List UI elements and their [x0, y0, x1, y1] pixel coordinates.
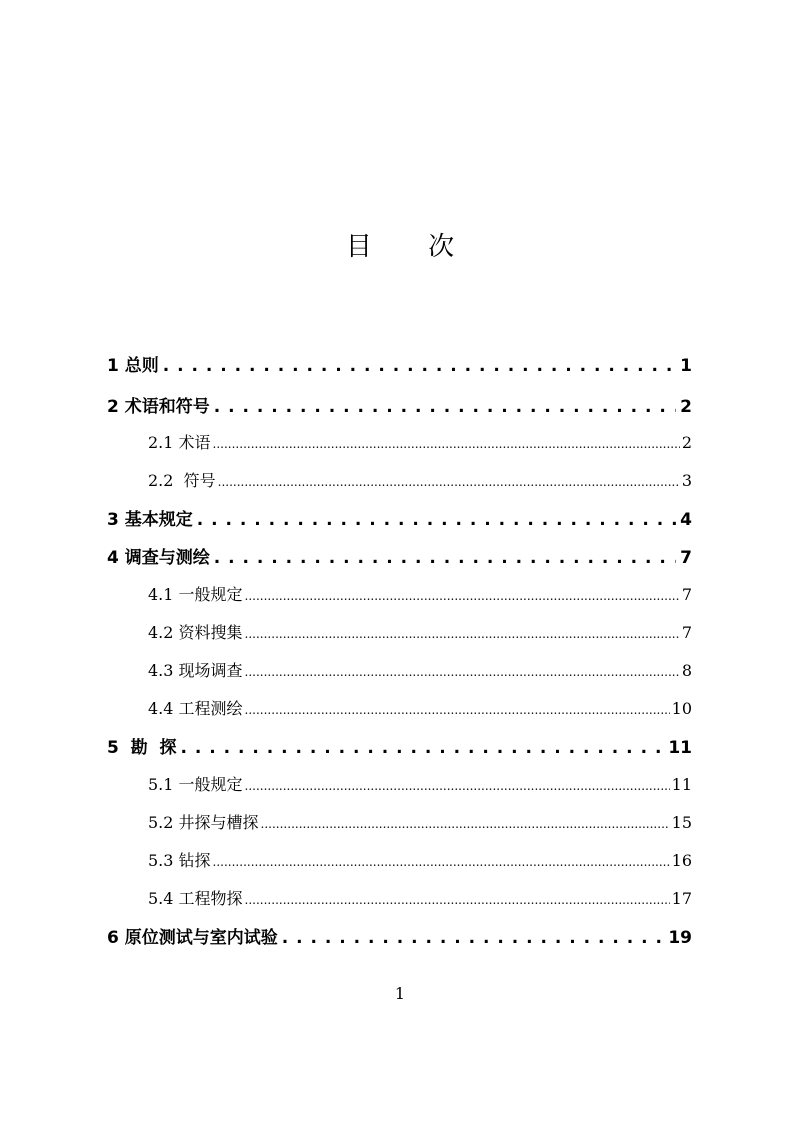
toc-entry-label: 4.4 工程测绘	[148, 699, 243, 718]
toc-leader-dots	[245, 623, 680, 642]
toc-entry[interactable]	[148, 430, 692, 453]
toc-entry-label: 4.1 一般规定	[148, 585, 243, 604]
toc-entry[interactable]	[148, 810, 692, 833]
toc-entry-page: 7	[680, 548, 692, 568]
toc-entry-page: 7	[681, 623, 692, 642]
toc-leader-dots	[213, 433, 680, 452]
toc-entry-page: 10	[671, 699, 692, 718]
toc-entry[interactable]	[148, 886, 692, 909]
toc-entry-page: 2	[680, 397, 692, 417]
toc-entry[interactable]	[148, 582, 692, 605]
toc-entry[interactable]	[148, 658, 692, 681]
toc-entry-label: 3 基本规定	[107, 510, 193, 530]
toc-entry[interactable]	[107, 392, 692, 417]
toc-entry-page: 3	[681, 471, 692, 490]
toc-entry-label: 2 术语和符号	[107, 397, 210, 417]
toc-entry[interactable]	[107, 733, 692, 758]
page-number: 1	[394, 984, 406, 1003]
toc-entry-label: 4 调查与测绘	[107, 548, 210, 568]
toc-entry-page: 16	[671, 851, 692, 870]
toc-leader-dots	[218, 471, 680, 490]
toc-entry[interactable]	[148, 772, 692, 795]
toc-entry-label: 4.2 资料搜集	[148, 623, 243, 642]
toc-entry-label: 4.3 现场调查	[148, 661, 243, 680]
toc-leader-dots	[245, 889, 670, 908]
toc-entry-page: 19	[668, 928, 692, 948]
toc-entry-page: 11	[668, 738, 692, 758]
toc-entry-label: 5 勘 探	[107, 738, 177, 758]
toc-leader-dots	[181, 738, 665, 758]
toc-leader-dots	[261, 813, 670, 832]
toc-entry-page: 17	[671, 889, 692, 908]
toc-leader-dots	[245, 585, 680, 604]
toc-entry-page: 4	[680, 510, 692, 530]
toc-entry[interactable]	[148, 848, 692, 871]
toc-leader-dots	[282, 928, 665, 948]
toc-entry[interactable]	[107, 923, 692, 948]
toc-entry-page: 11	[671, 775, 692, 794]
toc-leader-dots	[214, 397, 676, 417]
toc-leader-dots	[245, 699, 670, 718]
toc-entry-label: 6 原位测试与室内试验	[107, 928, 278, 948]
toc-entry-label: 5.1 一般规定	[148, 775, 243, 794]
toc-entry[interactable]	[148, 468, 692, 491]
toc-entry-label: 2.1 术语	[148, 433, 211, 452]
toc-entry-label: 1 总则	[107, 356, 159, 376]
toc-entry[interactable]	[148, 620, 692, 643]
toc-entry[interactable]	[107, 543, 692, 568]
toc-entry-page: 1	[680, 356, 692, 376]
toc-entry-label: 5.2 井探与槽探	[148, 813, 259, 832]
page-title: 目 次	[345, 232, 479, 262]
toc-leader-dots	[245, 775, 670, 794]
toc-entry-page: 7	[681, 585, 692, 604]
toc-entry-label: 5.3 钻探	[148, 851, 211, 870]
toc-leader-dots	[163, 356, 676, 376]
toc-leader-dots	[197, 510, 676, 530]
toc-entry-page: 15	[671, 813, 692, 832]
toc-entry[interactable]	[107, 505, 692, 530]
toc-entry-label: 2.2 符号	[148, 471, 216, 490]
toc-entry-page: 8	[681, 661, 692, 680]
toc-leader-dots	[214, 548, 676, 568]
toc-entry-page: 2	[681, 433, 692, 452]
toc-leader-dots	[213, 851, 670, 870]
toc-entry[interactable]	[148, 696, 692, 719]
toc-entry-label: 5.4 工程物探	[148, 889, 243, 908]
toc-leader-dots	[245, 661, 680, 680]
toc-entry[interactable]	[107, 351, 692, 376]
